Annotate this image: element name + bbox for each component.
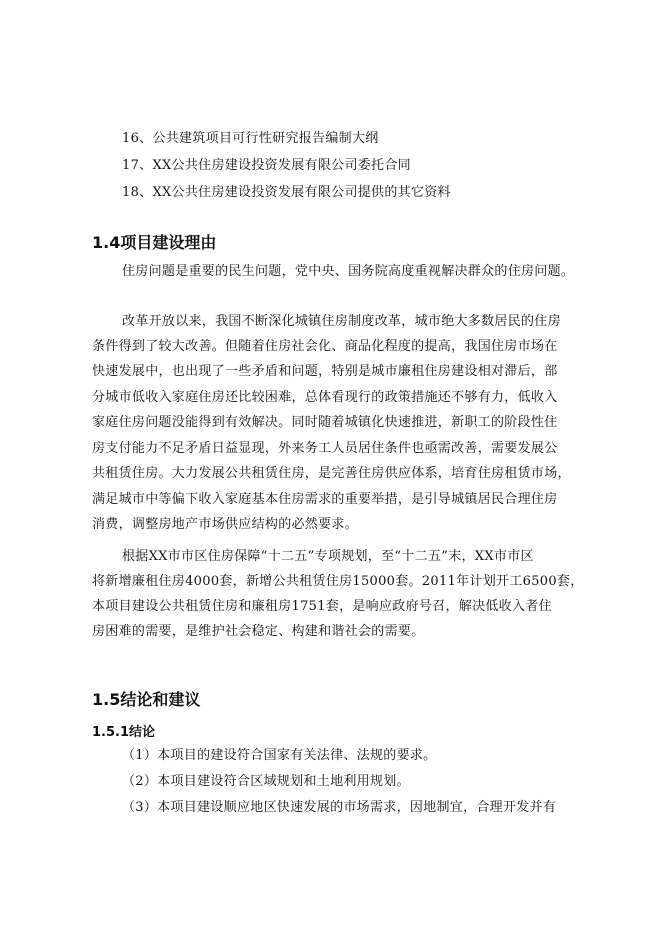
paragraph-housing-issue: 住房问题是重要的民生问题，党中央、国务院高度重视解决群众的住房问题。 <box>122 264 575 279</box>
reference-item-18: 18、XX公共住房建设投资发展有限公司提供的其它资料 <box>122 185 451 200</box>
section-heading-1-5: 1.5结论和建议 <box>92 690 201 709</box>
section-heading-1-4: 1.4项目建设理由 <box>92 233 217 252</box>
paragraph-line: 分城市低收入家庭住房还比较困难，总体看现行的政策措施还不够有力，低收入 <box>92 390 558 405</box>
paragraph-line: 条件得到了较大改善。但随着住房社会化、商品化程度的提高，我国住房市场在 <box>92 339 558 354</box>
paragraph-line: 满足城市中等偏下收入家庭基本住房需求的重要举措，是引导城镇居民合理住房 <box>92 492 558 507</box>
conclusion-item-3: （3）本项目建设顺应地区快速发展的市场需求，因地制宜，合理开发并有 <box>122 800 557 815</box>
paragraph-line: 改革开放以来，我国不断深化城镇住房制度改革，城市绝大多数居民的住房 <box>122 314 561 329</box>
paragraph-line: 消费，调整房地产市场供应结构的必然要求。 <box>92 517 359 532</box>
paragraph-line: 家庭住房问题没能得到有效解决。同时随着城镇化快速推进，新职工的阶段性住 <box>92 415 558 430</box>
paragraph-line: 房支付能力不足矛盾日益显现，外来务工人员居住条件也亟需改善，需要发展公 <box>92 441 558 456</box>
paragraph-line: 快速发展中，也出现了一些矛盾和问题，特别是城市廉租住房建设相对滞后，部 <box>92 364 558 379</box>
paragraph-line: 根据XX市市区住房保障“十二五”专项规划，至“十二五”末，XX市市区 <box>122 549 534 564</box>
reference-item-16: 16、公共建筑项目可行性研究报告编制大纲 <box>122 131 379 146</box>
paragraph-line: 将新增廉租住房4000套，新增公共租赁住房15000套。2011年计划开工6500套， <box>92 574 584 589</box>
conclusion-item-2: （2）本项目建设符合区域规划和土地利用规划。 <box>122 774 410 789</box>
subsection-heading-1-5-1: 1.5.1结论 <box>92 725 156 740</box>
paragraph-line: 共租赁住房。大力发展公共租赁住房，是完善住房供应体系，培育住房租赁市场， <box>92 466 571 481</box>
paragraph-line: 本项目建设公共租赁住房和廉租房1751套，是响应政府号召，解决低收入者住 <box>92 599 552 614</box>
conclusion-item-1: （1）本项目的建设符合国家有关法律、法规的要求。 <box>122 748 437 763</box>
paragraph-line: 房困难的需要，是维护社会稳定、构建和谐社会的需要。 <box>92 624 425 639</box>
reference-item-17: 17、XX公共住房建设投资发展有限公司委托合同 <box>122 158 411 173</box>
